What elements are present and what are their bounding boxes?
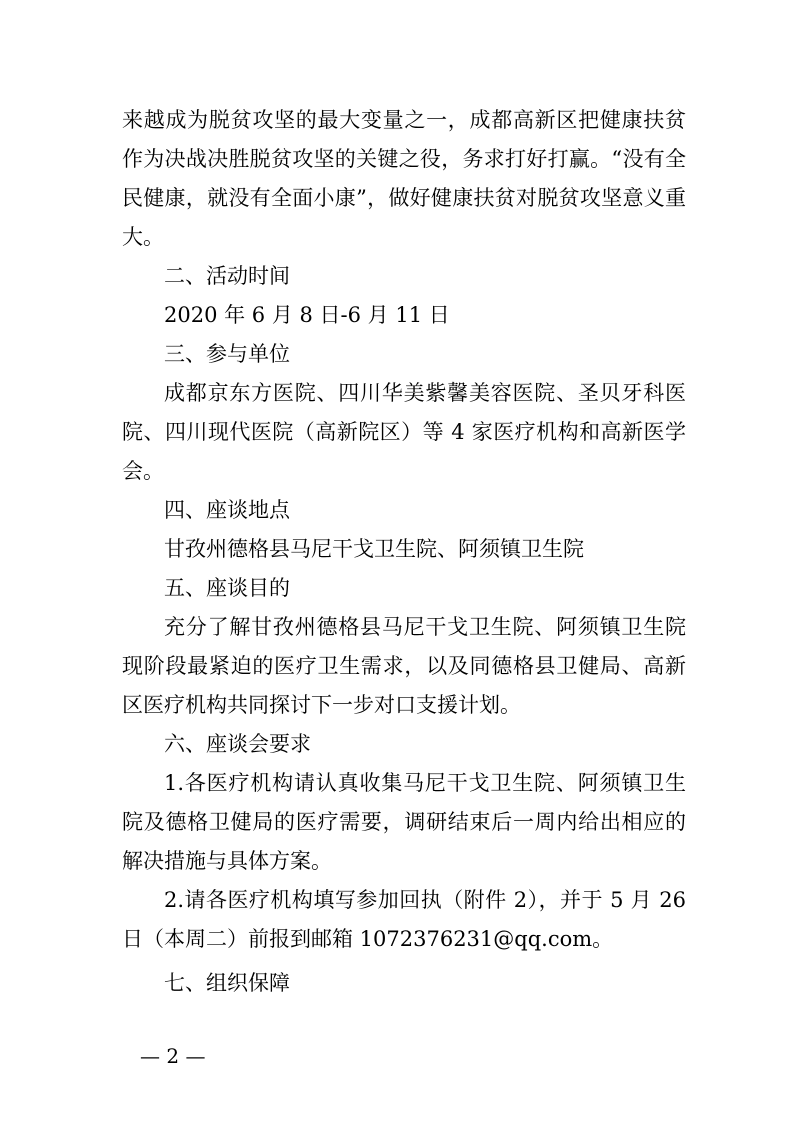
body-text: 会。 — [122, 459, 164, 483]
section-heading: 六、座谈会要求 — [164, 732, 311, 756]
body-text: 现阶段最紧迫的医疗卫生需求，以及同德格县卫健局、高新 — [122, 654, 686, 678]
body-text: 民健康，就没有全面小康”，做好健康扶贫对脱贫攻坚意义重 — [122, 186, 686, 210]
section-heading: 四、座谈地点 — [164, 498, 290, 522]
body-text: 大。 — [122, 225, 164, 249]
body-text: 区医疗机构共同探讨下一步对口支援计划。 — [122, 693, 521, 717]
body-text: 来越成为脱贫攻坚的最大变量之一，成都高新区把健康扶贫 — [122, 108, 686, 132]
body-text: 2020 年 6 月 8 日-6 月 11 日 — [164, 303, 450, 327]
body-text: 解决措施与具体方案。 — [122, 849, 332, 873]
body-text: 成都京东方医院、四川华美紫馨美容医院、圣贝牙科医 — [164, 381, 686, 405]
page-number: — 2 — — [140, 1044, 206, 1068]
body-text: 甘孜州德格县马尼干戈卫生院、阿须镇卫生院 — [164, 537, 584, 561]
body-text: 作为决战决胜脱贫攻坚的关键之役，务求打好打赢。“没有全 — [122, 147, 686, 171]
body-text: 日（本周二）前报到邮箱 1072376231@qq.com。 — [122, 927, 614, 951]
body-text: 充分了解甘孜州德格县马尼干戈卫生院、阿须镇卫生院 — [164, 615, 686, 639]
body-text: 1.各医疗机构请认真收集马尼干戈卫生院、阿须镇卫生 — [164, 771, 686, 795]
body-text: 院及德格卫健局的医疗需要，调研结束后一周内给出相应的 — [122, 810, 686, 834]
body-text: 2.请各医疗机构填写参加回执（附件 2），并于 5 月 26 — [164, 888, 686, 912]
section-heading: 五、座谈目的 — [164, 576, 290, 600]
body-text: 院、四川现代医院（高新院区）等 4 家医疗机构和高新医学 — [122, 420, 686, 444]
section-heading: 二、活动时间 — [164, 264, 290, 288]
section-heading: 三、参与单位 — [164, 342, 290, 366]
section-heading: 七、组织保障 — [164, 971, 290, 995]
